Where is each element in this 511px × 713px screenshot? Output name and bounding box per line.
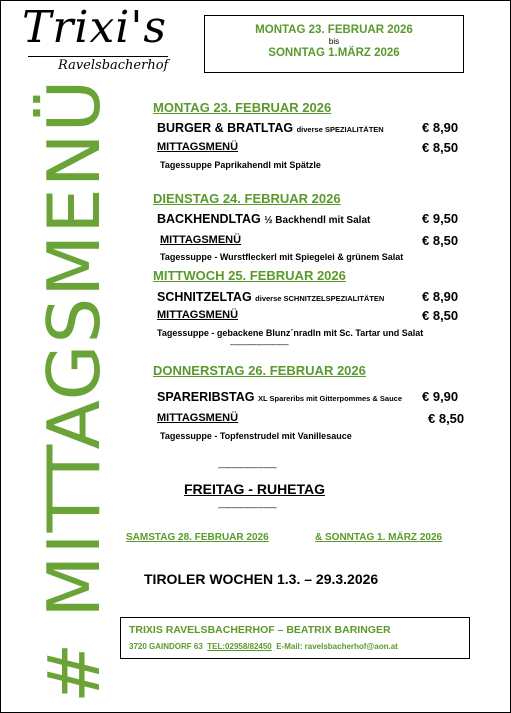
separator: --------------------------- [230, 340, 289, 349]
special-note: XL Spareribs mit Gitterpommes & Sauce [257, 394, 403, 403]
menu-label-tuesday: MITTAGSMENÜ [160, 234, 242, 246]
footer-address: 3720 GAINDORF 63 [129, 642, 203, 651]
special-note: ½ Backhendl mit Salat [264, 215, 371, 226]
special-monday [157, 121, 384, 135]
logo-subtitle: Ravelsbacherhof [58, 58, 169, 73]
special-title: SPARERIBSTAG [157, 390, 255, 404]
day-heading-tuesday: DIENSTAG 24. FEBRUAR 2026 [153, 191, 341, 206]
day-heading-monday: MONTAG 23. FEBRUAR 2026 [153, 100, 332, 115]
footer-address-line [129, 642, 398, 651]
date-bis: bis [328, 37, 340, 46]
soup-wednesday: Tagessuppe - gebackene Blunz´nradln mit Sc. Tartar und Salat [157, 328, 424, 338]
menu-label-thursday: MITTAGSMENÜ [157, 412, 239, 424]
special-wednesday [157, 290, 384, 304]
logo-underline [28, 56, 168, 57]
date-to: SONNTAG 1.MÄRZ 2026 [268, 47, 400, 59]
weekend-sunday: & SONNTAG 1. MÄRZ 2026 [315, 532, 443, 543]
menu-price-tuesday: € 8,50 [422, 233, 459, 248]
day-heading-wednesday: MITTWOCH 25. FEBRUAR 2026 [153, 268, 346, 283]
special-note: diverse SCHNITZELSPEZIALITÄTEN [255, 294, 385, 303]
logo-name: Trixi's [22, 2, 168, 53]
special-price-monday: € 8,90 [422, 120, 459, 135]
special-title: BACKHENDLTAG [157, 212, 261, 226]
footer-box [120, 617, 470, 659]
soup-thursday: Tagessuppe - Topfenstrudel mit Vanillesauce [160, 431, 352, 441]
special-price-tuesday: € 9,50 [422, 211, 459, 226]
weekend-saturday: SAMSTAG 28. FEBRUAR 2026 [126, 532, 269, 543]
special-thursday [157, 390, 402, 404]
footer-email[interactable]: E-Mail: ravelsbacherhof@aon.at [276, 642, 398, 651]
soup-monday: Tagessuppe Paprikahendl mit Spätzle [160, 160, 321, 170]
special-price-thursday: € 9,90 [422, 389, 459, 404]
separator: --------------------------- [218, 503, 277, 512]
day-heading-thursday: DONNERSTAG 26. FEBRUAR 2026 [153, 363, 366, 378]
special-price-wednesday: € 8,90 [422, 289, 459, 304]
footer-name: TRIXIS RAVELSBACHERHOF – BEATRIX BARINGER [129, 624, 391, 636]
date-from: MONTAG 23. FEBRUAR 2026 [255, 24, 413, 36]
friday-closed: FREITAG - RUHETAG [184, 481, 326, 497]
separator: --------------------------- [218, 463, 277, 472]
footer-phone[interactable]: TEL:02958/82450 [207, 642, 272, 651]
special-title: SCHNITZELTAG [157, 290, 252, 304]
menu-label-monday: MITTAGSMENÜ [157, 141, 239, 153]
menu-label-wednesday: MITTAGSMENÜ [157, 309, 239, 321]
menu-price-wednesday: € 8,50 [422, 308, 459, 323]
special-note: diverse SPEZIALITÄTEN [296, 125, 384, 134]
vertical-title: # MITTAGSMENÜ [32, 78, 116, 703]
menu-price-monday: € 8,50 [422, 140, 459, 155]
soup-tuesday: Tagessuppe - Wurstfleckerl mit Spiegelei & grünem Salat [160, 252, 404, 262]
special-tuesday [157, 212, 370, 226]
special-title: BURGER & BRATLTAG [157, 121, 294, 135]
tiroler-wochen: TIROLER WOCHEN 1.3. – 29.3.2026 [144, 571, 379, 587]
menu-price-thursday: € 8,50 [428, 411, 465, 426]
date-range-box [204, 15, 464, 73]
